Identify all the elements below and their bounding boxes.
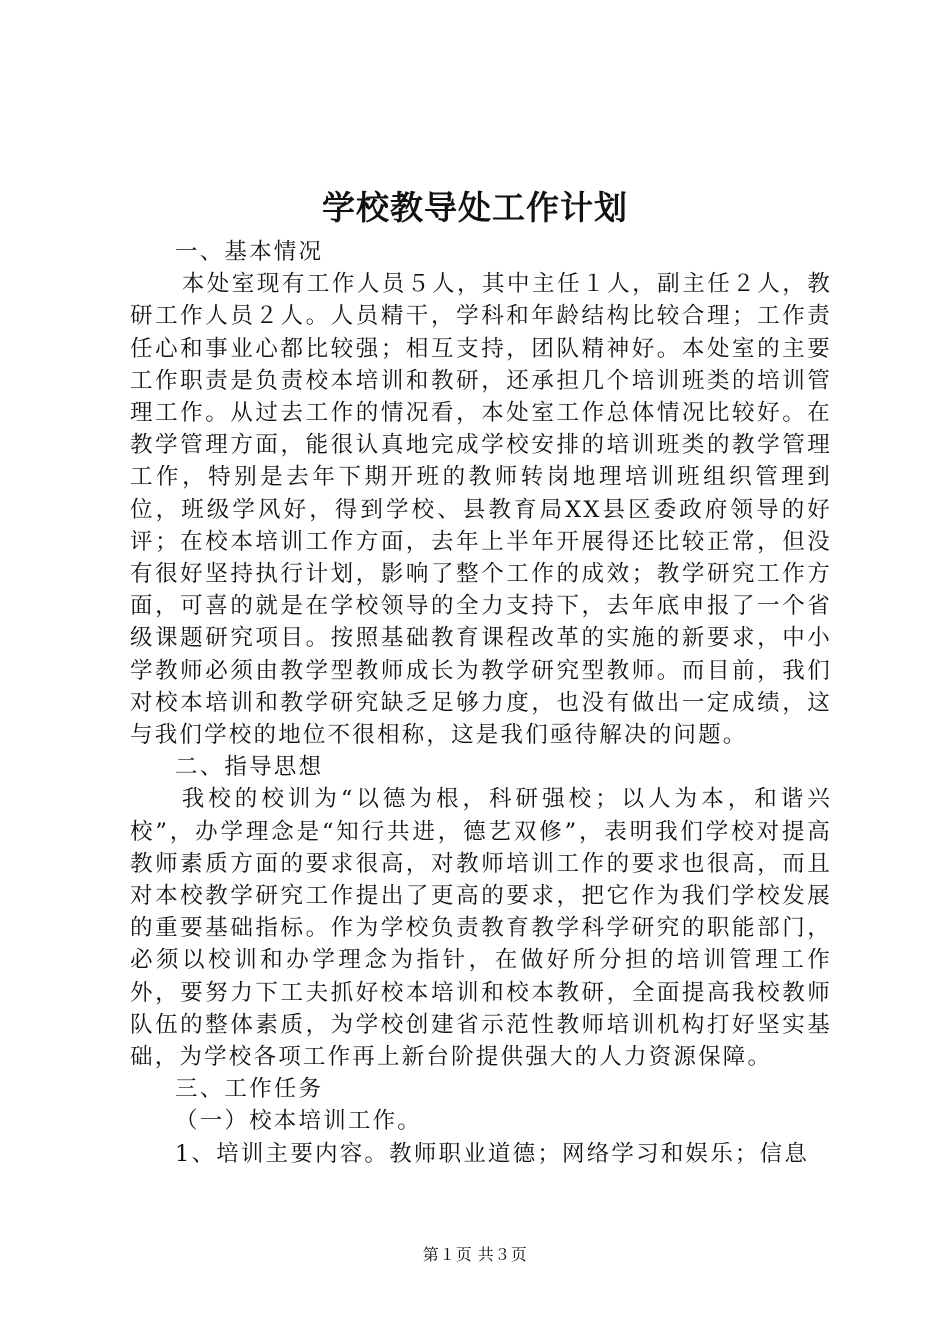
document-body — [130, 236, 832, 1170]
subsection-heading-school-training: （一）校本培训工作。 — [175, 1108, 423, 1135]
list-item-training-content: 1、培训主要内容。教师职业道德；网络学习和娱乐；信息 — [175, 1140, 810, 1167]
document-title: 学校教导处工作计划 — [322, 188, 628, 227]
section-heading-guiding-ideology: 二、指导思想 — [175, 754, 324, 781]
paragraph-guiding-ideology: 我校的校训为“以德为根，科研强校；以人为本，和谐兴校”，办学理念是“知行共进，德艺双修”，表明我们学校对提高教师素质方面的要求很高，对教师培训工作的要求也很高，而且对本校教学研究工作提出了更高的要求，把它作为我们学校发展的重要基础指标。作为学校负责教育教学科学研究的职能部门，必须以校训和办学理念为指针，在做好所分担的培训管理工作外，要努力下工夫抓好校本培训和校本教研，全面提高我校教师队伍的整体素质，为学校创建省示范性教师培训机构打好坚实基础，为学校各项工作再上新台阶提供强大的人力资源保障。 — [130, 786, 832, 1071]
section-heading-work-tasks: 三、工作任务 — [175, 1076, 324, 1103]
section-heading-basic-situation: 一、基本情况 — [175, 239, 324, 265]
page-footer: 第１页 共３页 — [422, 1245, 528, 1264]
paragraph-basic-situation: 本处室现有工作人员５人，其中主任１人，副主任２人，教研工作人员２人。人员精干，学科和年龄结构比较合理；工作责任心和事业心都比较强；相互支持，团队精神好。本处室的主要工作职责是负责校本培训和教研，还承担几个培训班类的培训管理工作。从过去工作的情况看，本处室工作总体情况比较好。在教学管理方面，能很认真地完成学校安排的培训班类的教学管理工作，特别是去年下期开班的教师转岗地理培训班组织管理到位，班级学风好，得到学校、县教育局XX县区委政府领导的好评；在校本培训工作方面，去年上半年开展得还比较正常，但没有很好坚持执行计划，影响了整个工作的成效；教学研究工作方面，可喜的就是在学校领导的全力支持下，去年底申报了一个省级课题研究项目。按照基础教育课程改革的实施的新要求，中小学教师必须由教学型教师成长为教学研究型教师。而目前，我们对校本培训和教学研究缺乏足够力度，也没有做出一定成绩，这与我们学校的地位不很相称，这是我们亟待解决的问题。 — [130, 271, 832, 749]
